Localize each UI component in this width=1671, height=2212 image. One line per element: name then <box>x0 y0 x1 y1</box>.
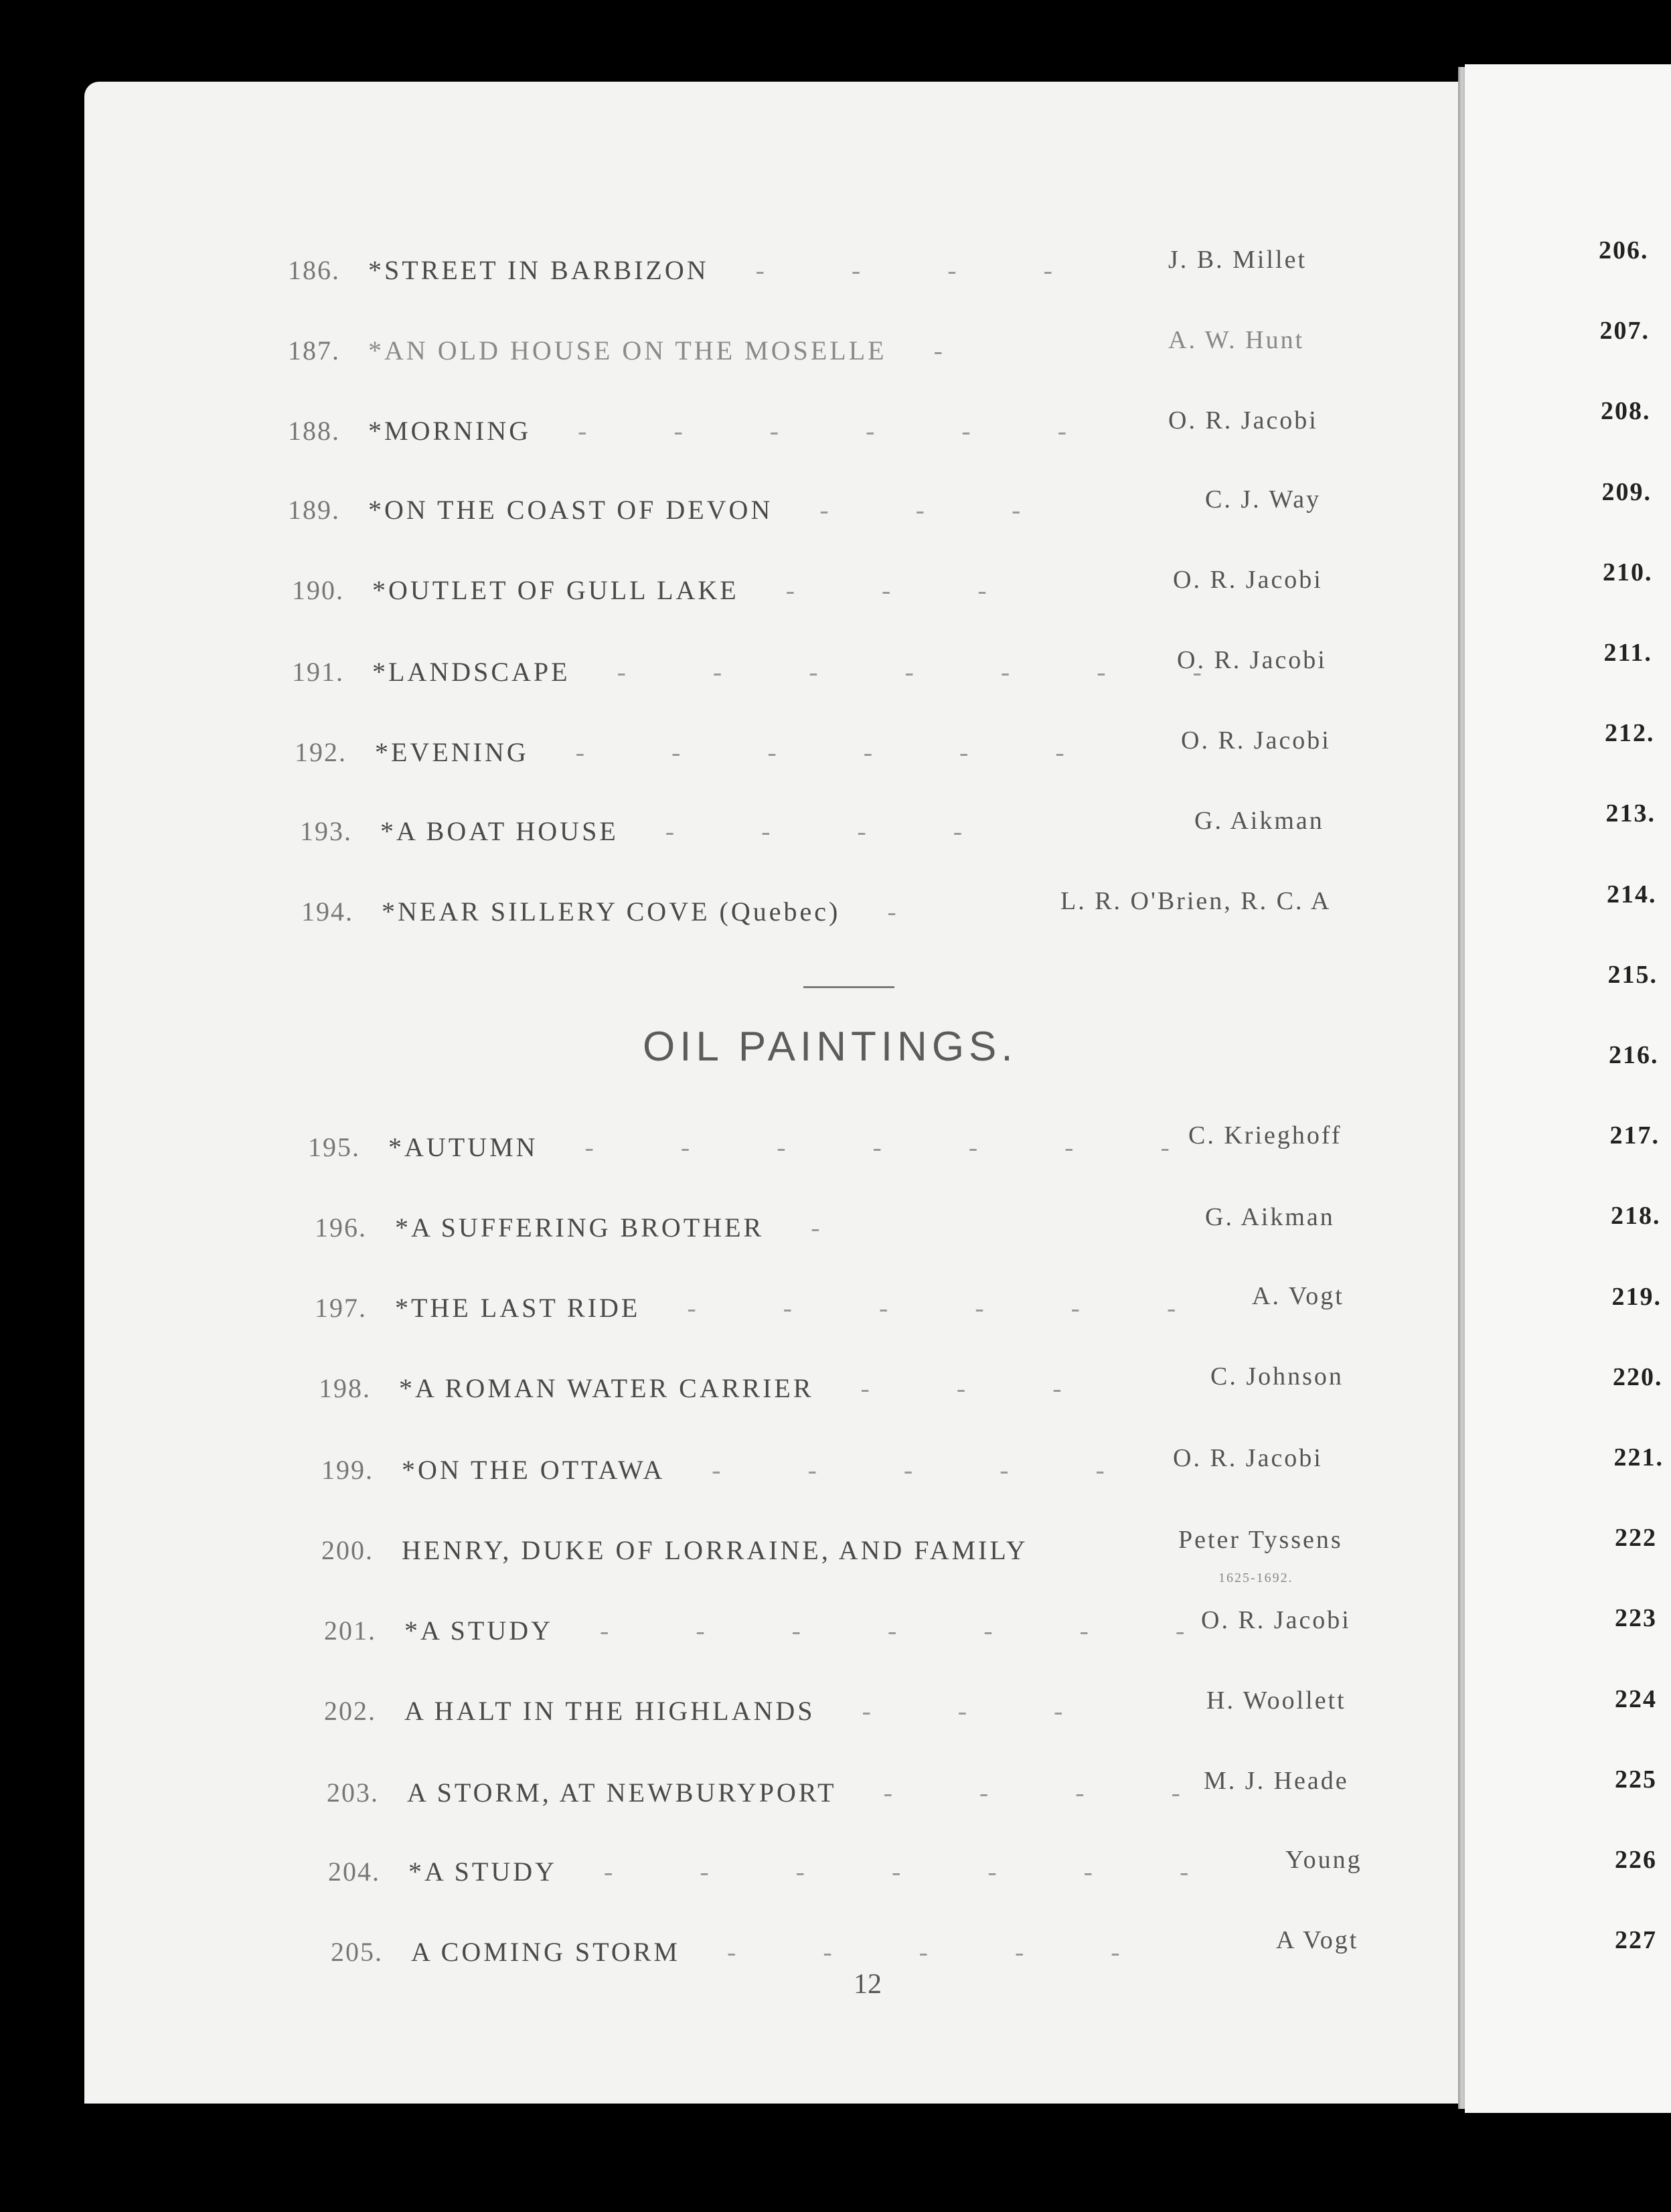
catalog-entry: 188. *MORNING - - - - - - <box>288 416 1107 446</box>
entry-artist: O. R. Jacobi <box>1177 646 1327 674</box>
entry-artist: O. R. Jacobi <box>1173 1444 1323 1472</box>
catalog-entry: 194. *NEAR SILLERY COVE (Quebec) - <box>301 896 937 927</box>
entry-number: 200. <box>321 1535 374 1565</box>
right-page-entry-number: 207. <box>1599 317 1650 345</box>
entry-title: *ON THE OTTAWA <box>402 1455 665 1485</box>
entry-title: HENRY, DUKE OF LORRAINE, AND FAMILY <box>402 1535 1028 1565</box>
right-page-entry-number: 225 <box>1615 1765 1657 1794</box>
entry-artist: G. Aikman <box>1194 807 1324 835</box>
right-page-entry-number: 212. <box>1605 719 1655 748</box>
entry-title: A STORM, AT NEWBURYPORT <box>407 1778 837 1808</box>
book-gutter <box>1458 67 1465 2109</box>
entry-number: 193. <box>300 816 352 846</box>
entry-artist: O. R. Jacobi <box>1201 1606 1351 1634</box>
section-divider <box>803 986 894 988</box>
catalog-entry: 205. A COMING STORM - - - - - <box>331 1937 1160 1967</box>
entry-number: 192. <box>295 737 347 767</box>
entry-artist: M. J. Heade <box>1204 1767 1349 1795</box>
right-page-entry-number: 208. <box>1601 397 1651 426</box>
entry-title: *NEAR SILLERY COVE (Quebec) <box>382 896 841 927</box>
entry-number: 203. <box>327 1778 379 1808</box>
right-page-entry-number: 211. <box>1603 639 1652 667</box>
entry-artist: J. B. Millet <box>1168 246 1307 274</box>
catalog-entry: 204. *A STUDY - - - - - - - <box>328 1856 1229 1887</box>
entry-artist: C. Johnson <box>1210 1362 1344 1391</box>
right-page-entry-number: 216. <box>1609 1041 1659 1069</box>
entry-title: *A STUDY <box>408 1856 558 1887</box>
entry-number: 202. <box>324 1696 376 1726</box>
right-page-entry-number: 206. <box>1599 236 1649 264</box>
catalog-entry: 193. *A BOAT HOUSE - - - - <box>300 816 1003 846</box>
entry-number: 205. <box>331 1937 383 1967</box>
entry-title: *A BOAT HOUSE <box>380 816 619 846</box>
entry-artist: A Vogt <box>1276 1926 1359 1954</box>
entry-artist: A. W. Hunt <box>1168 326 1305 354</box>
entry-title: *A STUDY <box>404 1615 554 1646</box>
right-page-entry-number: 214. <box>1607 880 1657 908</box>
entry-number: 191. <box>292 657 344 687</box>
entry-artist: C. Krieghoff <box>1188 1121 1342 1150</box>
right-page-entry-number: 210. <box>1603 558 1653 586</box>
right-page-entry-number: 227 <box>1615 1926 1657 1955</box>
right-page-entry-number: 223 <box>1615 1604 1657 1633</box>
entry-title: *A SUFFERING BROTHER <box>395 1212 765 1243</box>
entry-artist: Peter Tyssens <box>1178 1526 1343 1554</box>
entry-number: 189. <box>288 495 340 525</box>
entry-artist: A. Vogt <box>1252 1282 1344 1310</box>
entry-title: *THE LAST RIDE <box>395 1293 641 1323</box>
entry-number: 199. <box>321 1455 374 1485</box>
entry-title: *MORNING <box>368 416 532 446</box>
entry-title: A COMING STORM <box>411 1937 680 1967</box>
page-number: 12 <box>854 1969 882 2000</box>
catalog-entry: 195. *AUTUMN - - - - - - - <box>308 1132 1210 1162</box>
catalog-entry: 190. *OUTLET OF GULL LAKE - - - <box>292 575 1027 605</box>
entry-artist: O. R. Jacobi <box>1181 726 1331 755</box>
right-page-entry-number: 217. <box>1609 1121 1660 1150</box>
entry-number: 188. <box>288 416 340 446</box>
right-page-entry-number: 221. <box>1613 1443 1664 1472</box>
entry-number: 197. <box>315 1293 367 1323</box>
entry-number: 196. <box>315 1212 367 1243</box>
catalog-entry: 192. *EVENING - - - - - - <box>295 737 1105 767</box>
entry-title: *LANDSCAPE <box>372 657 570 687</box>
entry-title: *A ROMAN WATER CARRIER <box>399 1373 814 1403</box>
entry-number: 204. <box>328 1856 380 1887</box>
entry-number: 187. <box>288 335 340 366</box>
entry-title: *OUTLET OF GULL LAKE <box>372 575 739 605</box>
catalog-entry: 197. *THE LAST RIDE - - - - - - <box>315 1293 1216 1323</box>
catalog-entry: 187. *AN OLD HOUSE ON THE MOSELLE - <box>288 335 983 366</box>
right-page <box>1465 64 1671 2113</box>
entry-artist: O. R. Jacobi <box>1173 566 1323 594</box>
entry-artist: L. R. O'Brien, R. C. A <box>1060 887 1332 915</box>
entry-artist: C. J. Way <box>1205 485 1322 514</box>
entry-title: *AN OLD HOUSE ON THE MOSELLE <box>368 335 887 366</box>
right-page-entry-number: 209. <box>1601 477 1652 506</box>
entry-title: *AUTUMN <box>388 1132 538 1162</box>
entry-number: 195. <box>308 1132 360 1162</box>
entry-number: 194. <box>301 896 353 927</box>
right-page-entry-number: 220. <box>1613 1362 1663 1391</box>
entry-artist: O. R. Jacobi <box>1168 406 1318 434</box>
right-page-entry-number: 222 <box>1615 1524 1657 1553</box>
catalog-entry: 196. *A SUFFERING BROTHER - <box>315 1212 860 1243</box>
right-page-entry-number: 219. <box>1611 1282 1662 1311</box>
entry-number: 190. <box>292 575 344 605</box>
entry-artist: Young <box>1285 1846 1362 1874</box>
catalog-entry <box>321 1534 1028 1575</box>
entry-title: A HALT IN THE HIGHLANDS <box>404 1696 815 1726</box>
right-page-entry-number: 224 <box>1615 1684 1657 1713</box>
entry-number: 186. <box>288 255 340 285</box>
catalog-entry: 203. A STORM, AT NEWBURYPORT - - - - <box>327 1778 1220 1808</box>
catalog-entry: 198. *A ROMAN WATER CARRIER - - - <box>319 1373 1102 1403</box>
entry-artist: G. Aikman <box>1205 1203 1335 1231</box>
right-page-entry-number: 215. <box>1607 960 1658 989</box>
right-page-entry-number: 218. <box>1611 1202 1661 1231</box>
right-page-entry-number: 213. <box>1605 799 1656 828</box>
catalog-entry: 201. *A STUDY - - - - - - - <box>324 1615 1225 1646</box>
artist-dates: 1625-1692. <box>1218 1571 1293 1585</box>
entry-title: *STREET IN BARBIZON <box>368 255 709 285</box>
section-heading: OIL PAINTINGS. <box>643 1024 1018 1070</box>
catalog-entry: 186. *STREET IN BARBIZON - - - - <box>288 255 1093 285</box>
right-page-entry-number: 226 <box>1615 1846 1657 1874</box>
entry-number: 198. <box>319 1373 371 1403</box>
catalog-entry: 199. *ON THE OTTAWA - - - - - <box>321 1455 1145 1485</box>
entry-title: *EVENING <box>375 737 529 767</box>
entry-artist: H. Woollett <box>1206 1686 1346 1715</box>
entry-number: 201. <box>324 1615 376 1646</box>
entry-title: *ON THE COAST OF DEVON <box>368 495 773 525</box>
catalog-entry: 191. *LANDSCAPE - - - - - - - <box>292 657 1242 687</box>
catalog-entry: 202. A HALT IN THE HIGHLANDS - - - <box>324 1696 1103 1726</box>
catalog-entry: 189. *ON THE COAST OF DEVON - - - <box>288 495 1061 525</box>
